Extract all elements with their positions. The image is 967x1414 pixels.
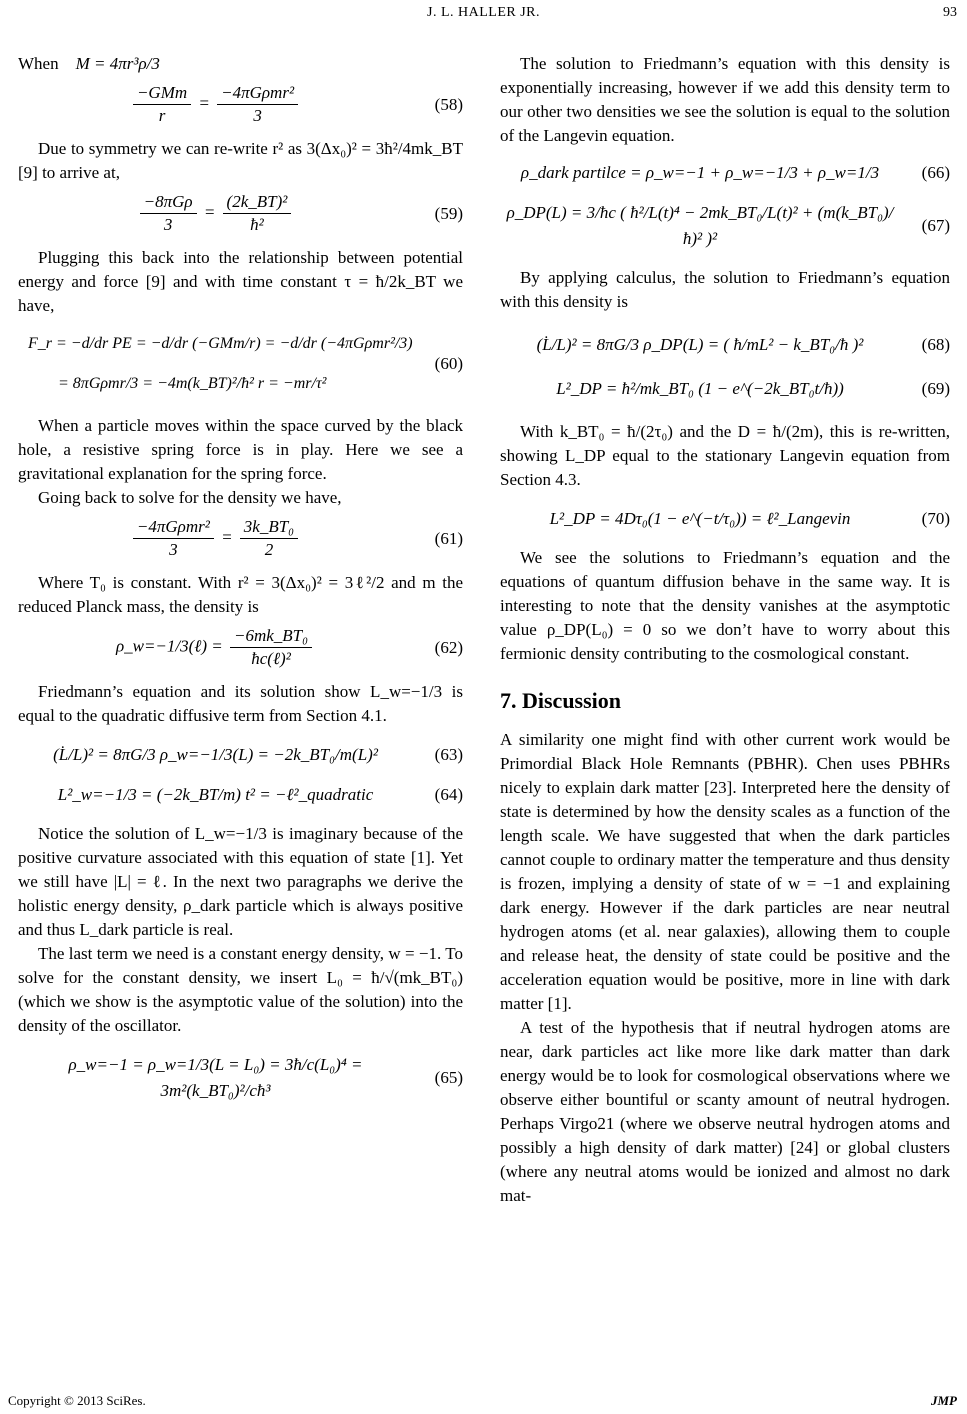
page-header <box>0 0 967 30</box>
equation-62: ρ_w=−1/3(ℓ) = $\frac{\text{−6mk\_BT₀}}{\text{ħc(ℓ)²}}$ (62) <box>115 626 463 668</box>
equation-number: (62) <box>434 637 463 657</box>
equation-59: $\frac{\text{−8πGρ}}{3}$ = $\frac{\text{(2k\_BT)²}}{\text{ħ²}}$ (59) <box>18 191 463 236</box>
equation-61: $\frac{\text{−4πGρmr²}}{3}$ = $\frac{\text{3k\_BT₀}}{2}$ (61) <box>18 516 463 561</box>
equation-number: (69) <box>921 379 950 398</box>
paragraph: The solution to Friedmann’s equation with this density is exponentially increasing, however if we add this density term to our other two densities we see the solution is equal to the solution of the Langevin equation. <box>500 54 950 145</box>
mass-formula: M = 4πr³ρ/3 <box>75 54 160 73</box>
equation-64: L²_w=−1/3 = (−2k_BT/m) t² = −ℓ²_quadratic (64) <box>18 782 463 808</box>
equation-63: (L̇/L)² = 8πG/3 ρ_w=−1/3(L) = −2k_BT₀/m(L)² (63) <box>18 742 463 768</box>
equation-number: (60) <box>434 354 463 373</box>
paragraph: We see the solutions to Friedmann’s equation and the equations of quantum diffusion behave in the same way. It is interesting to note that the density vanishes at the asymptotic value ρ_DP(L₀) = 0 so we don’t have to worry about this fermionic density contributing to the cosmological constant. <box>500 548 950 663</box>
equation-number: (65) <box>434 1068 463 1087</box>
paragraph: When a particle moves within the space curved by the black hole, a resistive spring force is in play. Here we see a gravitational explanation for the spring force. <box>18 416 463 483</box>
equation-69: L²_DP = ħ²/mk_BT₀ (1 − e^(−2k_BT₀t/ħ)) (69) <box>500 376 950 402</box>
paragraph: A similarity one might find with other current work would be Primordial Black Hole Remnants (PBHR). Chen uses PBHRs nicely to explain dark matter [23]. Interpreted here the density of state is determined by how the density scales as a function of the length scale. We have suggested that when the dark particles cannot couple to ordinary matter the temperature and thus density is frozen, implying a density of state of w = −1 and explaining dark energy. However if the dark particles are near neutral hydrogen atoms (et al. near galaxies), allowing them to couple and release heat, the density of state could be positive and the acceleration equation would be positive, more in line with dark matter [1]. <box>500 730 950 1013</box>
paragraph: Notice the solution of L_w=−1/3 is imaginary because of the positive curvature associated with this equation of state [1]. Yet we still have |L| = ℓ. In the next two paragraphs we derive the holistic energy density, ρ_dark particle which is always positive and thus L_dark particle is real. <box>18 824 463 939</box>
equation-66: ρ_dark partilce = ρ_w=−1 + ρ_w=−1/3 + ρ_w=1/3 (66) <box>500 160 950 186</box>
paragraph: Friedmann’s equation and its solution show L_w=−1/3 is equal to the quadratic diffusive term from Section 4.1. <box>18 682 463 725</box>
right-column <box>500 52 950 1208</box>
equation-number: (64) <box>434 785 463 804</box>
equation-number: (68) <box>921 335 950 354</box>
paragraph: By applying calculus, the solution to Friedmann’s equation with this density is <box>500 268 950 311</box>
journal-name: JMP <box>931 1393 957 1408</box>
equation-58: $\frac{\text{−GMm}}{r}$ = $\frac{\text{−4πGρmr²}}{3}$ (58) <box>18 82 463 127</box>
paragraph: Going back to solve for the density we have, <box>38 488 342 507</box>
paragraph: A test of the hypothesis that if neutral hydrogen atoms are near, dark particles act like more like dark matter than dark energy would be to look for cosmological observations where we observe either bountiful or scanty amount of neutral hydrogen. Perhaps Virgo21 (where we observe neutral hydrogen atoms and possibly a high density of dark matter) [24] or global clusters (where any neutral atoms would be ionized and almost no dark mat- <box>500 1018 950 1205</box>
equation-number: (61) <box>434 528 463 548</box>
paragraph: The last term we need is a constant energy density, w = −1. To solve for the constant density, we insert L₀ = ħ/√(mk_BT₀) (which we show is the asymptotic value of the solution) into the density of the oscillator. <box>18 944 463 1035</box>
page-number: 93 <box>943 5 957 20</box>
equation-60: F_r = −d/dr PE = −d/dr (−GMm/r) = −d/dr (−4πGρmr²/3) = 8πGρmr/3 = −4m(k_BT)²/ħ² r = −mr/τ² (60) <box>28 335 463 392</box>
equation-70: L²_DP = 4Dτ₀(1 − e^(−t/τ₀)) = ℓ²_Langevin (70) <box>500 506 950 532</box>
equation-number: (58) <box>434 94 463 114</box>
paragraph: Where T₀ is constant. With r² = 3(Δx₀)² = 3ℓ²/2 and m the reduced Planck mass, the density is <box>18 573 463 616</box>
when-line: When M = 4πr³ρ/3 <box>18 54 160 73</box>
paragraph: Plugging this back into the relationship between potential energy and force [9] and with time constant τ = ħ/2k_BT we have, <box>18 248 463 315</box>
equation-number: (70) <box>921 509 950 528</box>
equation-68: (L̇/L)² = 8πG/3 ρ_DP(L) = ( ħ/mL² − k_BT₀/ħ )² (68) <box>500 332 950 358</box>
copyright: Copyright © 2013 SciRes. <box>8 1393 146 1408</box>
paragraph: With k_BT₀ = ħ/(2τ₀) and the D = ħ/(2m), this is re-written, showing L_DP equal to the stationary Langevin equation from Section 4.3. <box>500 422 950 489</box>
left-column <box>18 52 463 1118</box>
equation-67: ρ_DP(L) = 3/ħc ( ħ²/L(t)⁴ − 2mk_BT₀/L(t)² + (m(k_BT₀)/ħ)² )² (67) <box>506 203 950 248</box>
equation-number: (66) <box>921 163 950 182</box>
paragraph: Due to symmetry we can re-write r² as 3(Δx₀)² = 3ħ²/4mk_BT [9] to arrive at, <box>18 139 463 182</box>
equation-65: ρ_w=−1 = ρ_w=1/3(L = L₀) = 3ħ/c(L₀)⁴ = 3m²(k_BT₀)²/cħ³ (65) <box>68 1055 463 1100</box>
equation-number: (67) <box>921 216 950 235</box>
equation-number: (63) <box>434 745 463 764</box>
section-heading: 7. Discussion <box>500 688 622 713</box>
running-author: J. L. HALLER JR. <box>427 5 540 20</box>
equation-number: (59) <box>434 203 463 223</box>
